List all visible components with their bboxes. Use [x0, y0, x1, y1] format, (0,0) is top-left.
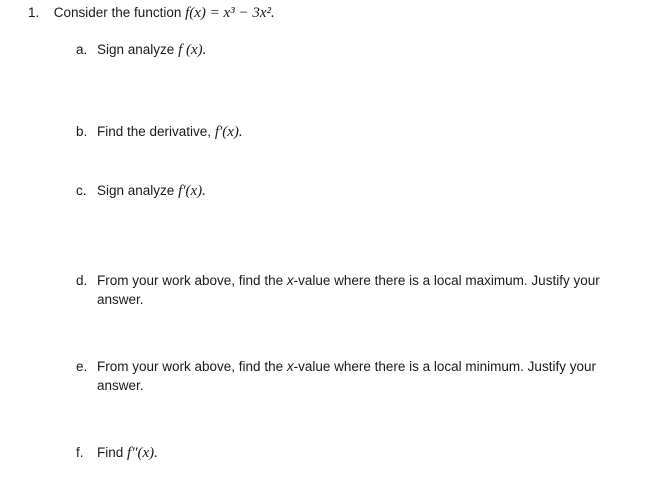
function-expression: f(x) = x³ − 3x².	[185, 5, 275, 21]
part-a-text: Sign analyze	[97, 42, 175, 57]
part-c-text: Sign analyze	[97, 183, 175, 198]
part-c	[76, 181, 636, 201]
part-c-label: c.	[76, 183, 87, 198]
part-f-text: Find	[97, 445, 124, 460]
part-e-variable: x	[286, 359, 294, 374]
part-a-label: a.	[76, 42, 88, 57]
part-d-label: d.	[76, 273, 88, 288]
part-b-text: Find the derivative,	[97, 124, 212, 139]
question-number: 1.	[28, 5, 40, 20]
part-a-math: f (x).	[178, 42, 207, 58]
part-e-text-1: From your work above, find the	[97, 359, 287, 374]
part-b-label: b.	[76, 124, 88, 139]
part-f-label: f.	[76, 445, 84, 460]
part-f-math: f″(x).	[127, 445, 158, 461]
part-b	[76, 122, 636, 142]
part-d-text-2: -value where there is a local maximum. Justify your answer.	[97, 273, 600, 307]
question-intro: Consider the function	[53, 5, 182, 20]
part-b-math: f′(x).	[214, 124, 243, 140]
part-e	[76, 357, 636, 395]
part-d-text-1: From your work above, find the	[97, 273, 287, 288]
part-a	[76, 40, 636, 60]
part-f	[76, 443, 636, 463]
part-d-variable: x	[286, 273, 294, 288]
part-c-math: f′(x).	[178, 183, 206, 199]
question-1	[28, 5, 275, 22]
part-e-text-2: -value where there is a local minimum. Justify your answer.	[97, 359, 596, 393]
part-e-label: e.	[76, 359, 88, 374]
part-d	[76, 271, 636, 309]
